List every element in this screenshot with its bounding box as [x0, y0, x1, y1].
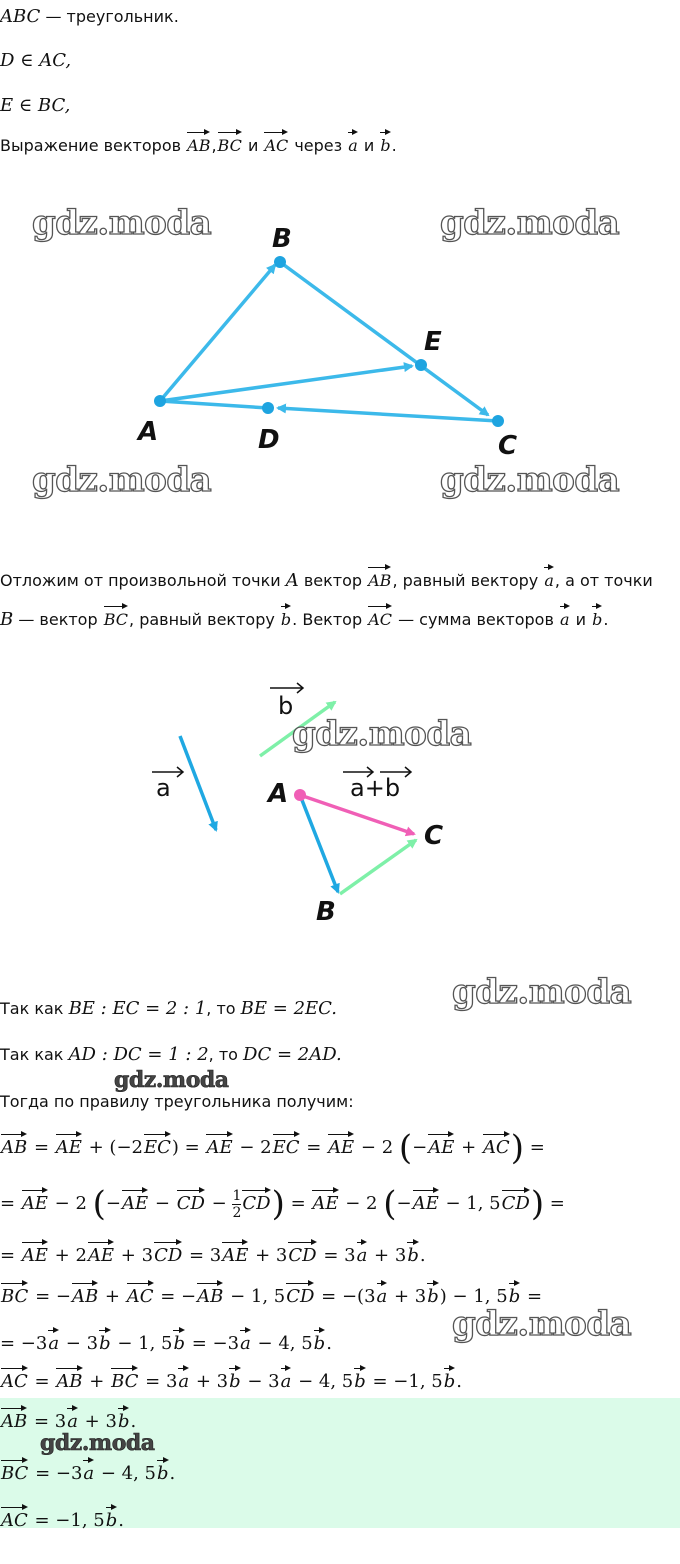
watermark: gdz.moda	[440, 460, 620, 500]
vector-cd: CD	[288, 1238, 316, 1267]
explain-line-1	[0, 563, 653, 592]
task-through: через	[294, 136, 343, 155]
label-a: A	[268, 779, 289, 809]
given-line-1	[0, 6, 179, 28]
vector-cd: CD	[154, 1238, 182, 1267]
solution-text: Так как	[0, 999, 64, 1018]
label-b: B	[272, 224, 292, 254]
vector-bc-arrow	[340, 840, 416, 894]
vector-ae: AE	[56, 1130, 82, 1159]
label-b-vector: b	[278, 692, 294, 720]
vector-b: b	[281, 602, 291, 631]
explain-text: Отложим от произвольной точки	[0, 571, 281, 590]
watermark: gdz.moda	[452, 972, 632, 1012]
vector-ab: AB	[72, 1279, 98, 1308]
vector-a: a	[178, 1364, 189, 1393]
vector-a: a	[240, 1326, 251, 1355]
vector-b: b	[380, 128, 390, 157]
vector-b: b	[229, 1364, 241, 1393]
fraction-half	[232, 1188, 241, 1221]
solution-text: , то	[206, 999, 236, 1018]
solution-text: Так как	[0, 1045, 64, 1064]
vector-ab-arrow	[300, 795, 338, 892]
equation-line-5: = −3a − 3b − 1, 5b = −3a − 4, 5b.	[0, 1326, 332, 1355]
ratio-result: DC = 2AD.	[243, 1044, 342, 1065]
label-e: E	[424, 327, 442, 357]
vector-ab: AB	[1, 1130, 27, 1159]
vector-ab: AB	[197, 1279, 223, 1308]
vector-cd: CD	[242, 1186, 270, 1215]
ratio-result: BE = 2EC.	[240, 998, 338, 1019]
vector-bc: BC	[104, 602, 128, 631]
task-prefix: Выражение векторов	[0, 136, 182, 155]
explain-text: — сумма векторов	[398, 610, 554, 629]
vector-bc: BC	[1, 1279, 28, 1308]
vector-ec: EC	[273, 1130, 300, 1159]
watermark: gdz.moda	[452, 1304, 632, 1344]
given-text: — треугольник.	[45, 7, 179, 26]
vector-bc: BC	[218, 128, 242, 157]
solution-text: , то	[208, 1045, 238, 1064]
ratio: BE : EC = 2 : 1	[68, 998, 207, 1019]
vector-ae: AE	[22, 1238, 48, 1267]
vector-b: b	[118, 1404, 130, 1433]
vector-ae: AE	[88, 1238, 114, 1267]
watermark: gdz.moda	[32, 203, 212, 243]
vector-b: b	[173, 1326, 185, 1355]
vector-ab: AB	[368, 563, 391, 592]
vector-ab: AB	[187, 128, 210, 157]
vector-ac: AC	[264, 128, 288, 157]
triangle-name: ABC	[0, 6, 41, 27]
point-c	[492, 415, 504, 427]
vector-a: a	[544, 563, 554, 592]
vector-a: a	[67, 1404, 78, 1433]
vector-a: a	[357, 1238, 368, 1267]
equation-line-4: BC = −AB + AC = −AB − 1, 5CD = −(3a + 3b) − 1, 5b =	[0, 1279, 542, 1308]
vector-ae: AE	[22, 1186, 48, 1215]
vector-ae: AE	[413, 1186, 439, 1215]
label-c: C	[498, 431, 518, 461]
task-and: и	[247, 136, 259, 155]
explain-text: вектор	[303, 571, 363, 590]
equation-line-3: = AE + 2AE + 3CD = 3AE + 3CD = 3a + 3b.	[0, 1238, 426, 1267]
label-c: C	[424, 821, 444, 851]
vector-ab: AB	[56, 1364, 82, 1393]
answer-line-1: AB = 3a + 3b.	[0, 1404, 136, 1433]
vector-b: b	[354, 1364, 366, 1393]
watermark: gdz.moda	[32, 460, 212, 500]
given-line-2: D ∈ AC,	[0, 50, 72, 71]
vector-ac: AC	[483, 1130, 510, 1159]
explain-line-2: B — вектор BC, равный вектору b. Вектор AC — сумма векторов a и b.	[0, 602, 608, 631]
vector-b: b	[427, 1279, 439, 1308]
vector-a: a	[560, 602, 570, 631]
label-sum-vector: a+b	[350, 774, 401, 802]
ratio: AD : DC = 1 : 2	[68, 1044, 209, 1065]
label-d: D	[258, 425, 280, 455]
explain-text: — вектор	[18, 610, 98, 629]
answer-line-3: AC = −1, 5b.	[0, 1503, 124, 1532]
explain-text: , а от точки	[554, 571, 653, 590]
vector-cd: CD	[177, 1186, 205, 1215]
point-a	[154, 395, 166, 407]
vector-cd: CD	[502, 1186, 530, 1215]
vector-a: a	[377, 1279, 388, 1308]
watermark: gdz.moda	[440, 203, 620, 243]
equation-line-2: = AE − 2 (−AE − CD − $\frac{1}{2}$ CD) = AE − 2 (−AE − 1, 5CD) =	[0, 1184, 565, 1224]
point-b	[274, 256, 286, 268]
vector-a: a	[83, 1456, 94, 1485]
equation-line-1: AB = AE + (−2EC) = AE − 2EC = AE − 2 (−AE + AC) =	[1, 1128, 545, 1168]
explain-text: , равный вектору	[129, 610, 275, 629]
point-d	[262, 402, 274, 414]
explain-text: . Вектор	[292, 610, 363, 629]
explain-text: и	[575, 610, 587, 629]
point-a	[294, 789, 306, 801]
vector-b: b	[509, 1279, 521, 1308]
vector-ae: AE	[428, 1130, 454, 1159]
task-line: Выражение векторов AB,BC и AC через a и b.	[0, 128, 397, 157]
fraction-denominator: 2	[232, 1204, 242, 1221]
vector-bc: BC	[1, 1456, 28, 1485]
vector-b: b	[407, 1238, 419, 1267]
point-name: B	[0, 609, 14, 630]
vector-b: b	[314, 1326, 326, 1355]
vector-cd-arrow	[278, 408, 498, 421]
vector-b: b	[592, 602, 602, 631]
vector-ac: AC	[368, 602, 392, 631]
watermark: gdz.moda	[40, 1430, 155, 1456]
vector-ab: AB	[1, 1404, 27, 1433]
watermark: gdz.moda	[292, 714, 472, 754]
vector-a: a	[48, 1326, 59, 1355]
equation-line-6: AC = AB + BC = 3a + 3b − 3a − 4, 5b = −1, 5b.	[0, 1364, 462, 1393]
vector-bc-arrow	[280, 262, 488, 415]
vector-a: a	[348, 128, 358, 157]
vector-b: b	[444, 1364, 456, 1393]
vector-a-arrow	[180, 736, 216, 830]
vector-bc: BC	[111, 1364, 138, 1393]
label-b: B	[316, 897, 336, 927]
vector-ae: AE	[328, 1130, 354, 1159]
solution-line-2	[0, 1044, 342, 1066]
vector-ae-arrow	[160, 366, 412, 401]
vector-b: b	[99, 1326, 111, 1355]
vector-ae: AE	[206, 1130, 232, 1159]
label-a: A	[138, 417, 159, 447]
fraction-numerator: 1	[232, 1187, 242, 1204]
vector-ac: AC	[1, 1364, 28, 1393]
point-name: A	[285, 570, 299, 591]
vector-ae: AE	[222, 1238, 248, 1267]
vector-ab-arrow	[160, 265, 275, 401]
label-a-vector: a	[156, 774, 171, 802]
vector-b: b	[106, 1503, 118, 1532]
vector-cd: CD	[286, 1279, 314, 1308]
solution-line-3: Тогда по правилу треугольника получим:	[0, 1092, 354, 1111]
vector-ec: EC	[144, 1130, 171, 1159]
point-e	[415, 359, 427, 371]
vector-a: a	[281, 1364, 292, 1393]
vector-sum-figure	[0, 660, 680, 930]
explain-text: , равный вектору	[392, 571, 539, 590]
answer-line-2: BC = −3a − 4, 5b.	[0, 1456, 175, 1485]
vector-ac: AC	[127, 1279, 154, 1308]
vector-b: b	[157, 1456, 169, 1485]
vector-ae: AE	[312, 1186, 338, 1215]
vector-ac: AC	[1, 1503, 28, 1532]
watermark: gdz.moda	[114, 1067, 229, 1093]
given-line-3: E ∈ BC,	[0, 95, 71, 116]
task-and-2: и	[363, 136, 375, 155]
vector-ae: AE	[122, 1186, 148, 1215]
segment-ad	[160, 401, 268, 408]
solution-line-1	[0, 998, 337, 1020]
